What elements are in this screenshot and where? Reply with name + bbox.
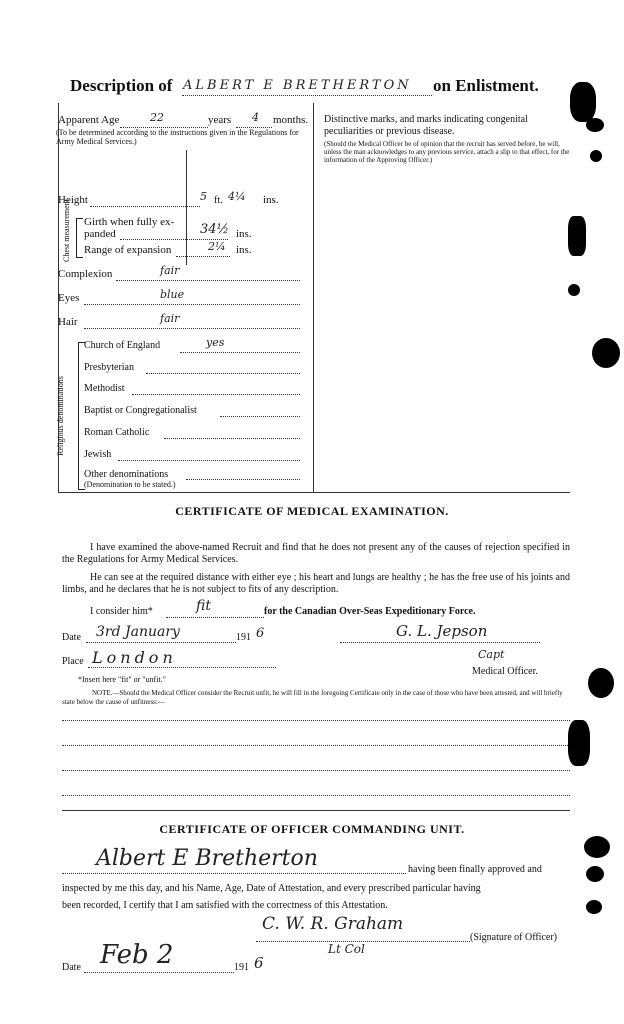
medical-place-label: Place — [62, 656, 84, 667]
commanding-officer-rank: Lt Col — [328, 942, 365, 956]
hair-value: fair — [160, 312, 180, 325]
medical-para2: He can see at the required distance with either eye ; his heart and lungs are healthy ; he has the free use of his joints and limbs, and he declares that he is not subject to fits of any description. — [62, 572, 570, 595]
commanding-text2: inspected by me this day, and his Name, Age, Date of Attestation, and every prescribed particular having — [62, 883, 481, 894]
religion-church-of-england: Church of England — [84, 340, 161, 351]
eyes-label: Eyes — [58, 292, 80, 304]
title-prefix: Description of — [70, 76, 173, 95]
religion-roman-catholic: Roman Catholic — [84, 427, 150, 438]
signature-of-officer-label: (Signature of Officer) — [470, 932, 558, 943]
chest-label: Chest measurement — [62, 199, 71, 262]
religion-jewish: Jewish — [84, 449, 112, 460]
complexion-label: Complexion — [58, 268, 113, 280]
age-years-value: 22 — [150, 111, 164, 124]
page-title — [70, 76, 172, 96]
commanding-officer-signature: C. W. R. Graham — [262, 914, 404, 934]
hair-label: Hair — [58, 316, 78, 328]
expansion-label: Range of expansion — [84, 244, 172, 256]
girth-ins-label: ins. — [236, 228, 252, 240]
punch-hole-blot — [584, 836, 610, 858]
religion-baptist: Baptist or Congregationalist — [84, 405, 197, 416]
religion-group-label: Religious denominations — [56, 376, 65, 456]
punch-hole-blot — [586, 866, 604, 882]
medical-year-suffix: 6 — [256, 626, 265, 641]
height-ft-value: 5 — [200, 190, 207, 203]
punch-hole-blot — [568, 216, 586, 256]
column-divider — [313, 103, 314, 493]
medical-footnote: *Insert here "fit" or "unfit." — [78, 675, 166, 684]
consider-label: I consider him* — [90, 606, 153, 617]
height-in-value: 4¼ — [228, 190, 246, 203]
girth-value: 34½ — [200, 222, 230, 237]
months-label: months. — [273, 114, 309, 126]
age-label: Apparent Age — [58, 114, 120, 126]
recruit-signature: Albert E Bretherton — [96, 846, 318, 871]
commanding-year-suffix: 6 — [254, 954, 264, 972]
medical-para1: I have examined the above-named Recruit and find that he does not present any of the causes of rejection specified in the Regulations for Army Medical Services. — [62, 542, 570, 565]
religion-methodist: Methodist — [84, 383, 125, 394]
commanding-heading: CERTIFICATE OF OFFICER COMMANDING UNIT. — [159, 822, 465, 836]
medical-place-value: London — [92, 648, 177, 667]
consider-value: fit — [196, 598, 211, 614]
medical-officer-signature: G. L. Jepson — [396, 622, 488, 640]
girth-label-1: Girth when fully ex- — [84, 216, 175, 228]
medical-heading: CERTIFICATE OF MEDICAL EXAMINATION. — [175, 504, 449, 518]
religion-other: Other denominations — [84, 469, 169, 480]
medical-note: NOTE.—Should the Medical Officer consider the Recruit unfit, he will fill in the foregoing Certificate only in the case of those who have been attested, and will briefly state below the cause of unfitness:— — [62, 689, 563, 706]
punch-hole-blot — [586, 118, 604, 132]
expansion-value: 2¼ — [208, 240, 226, 253]
punch-hole-blot — [588, 668, 614, 698]
punch-hole-blot — [568, 284, 580, 296]
age-note: (To be determined according to the instructions given in the Regulations for Army Medical Services.) — [56, 128, 299, 146]
commanding-date-label: Date — [62, 962, 81, 973]
medical-officer-title: Medical Officer. — [472, 666, 538, 677]
punch-hole-blot — [568, 720, 590, 766]
girth-label-2: panded — [84, 228, 116, 240]
punch-hole-blot — [592, 338, 620, 368]
punch-hole-blot — [570, 82, 596, 122]
height-ins-label: ins. — [263, 194, 279, 206]
medical-year-prefix: 191 — [236, 632, 251, 643]
commanding-text3: been recorded, I certify that I am satisfied with the correctness of this Attestation. — [62, 900, 388, 911]
religion-church-of-england-value: yes — [206, 336, 225, 349]
marks-note: (Should the Medical Officer be of opinion that the recruit has served before, he will, unless the man acknowledges to any previous service, attach a slip to that effect, for the information of the Approving Officer.) — [324, 140, 570, 164]
denomination-note: (Denomination to be stated.) — [84, 480, 176, 489]
commanding-date-value: Feb 2 — [100, 940, 174, 970]
medical-date-value: 3rd January — [96, 624, 180, 640]
commanding-text1: having been finally approved and — [408, 864, 542, 875]
punch-hole-blot — [590, 150, 602, 162]
marks-heading: Distinctive marks, and marks indicating congenital peculiarities or previous disease. — [324, 114, 528, 137]
force-label: for the Canadian Over-Seas Expeditionary Force. — [264, 606, 476, 617]
complexion-value: fair — [160, 264, 180, 277]
age-months-value: 4 — [252, 111, 259, 124]
years-label: years — [208, 114, 232, 126]
medical-officer-rank: Capt — [478, 648, 505, 661]
recruit-name-handwritten: ALBERT E BRETHERTON — [183, 78, 412, 93]
section-divider — [58, 492, 570, 493]
punch-hole-blot — [586, 900, 602, 914]
religion-presbyterian: Presbyterian — [84, 362, 134, 373]
ft-label: ft. — [214, 195, 223, 206]
medical-date-label: Date — [62, 632, 81, 643]
expansion-ins-label: ins. — [236, 244, 252, 256]
height-label: Height — [58, 194, 88, 206]
commanding-year-prefix: 191 — [234, 962, 249, 973]
eyes-value: blue — [160, 288, 185, 301]
title-suffix: on Enlistment. — [433, 76, 539, 95]
